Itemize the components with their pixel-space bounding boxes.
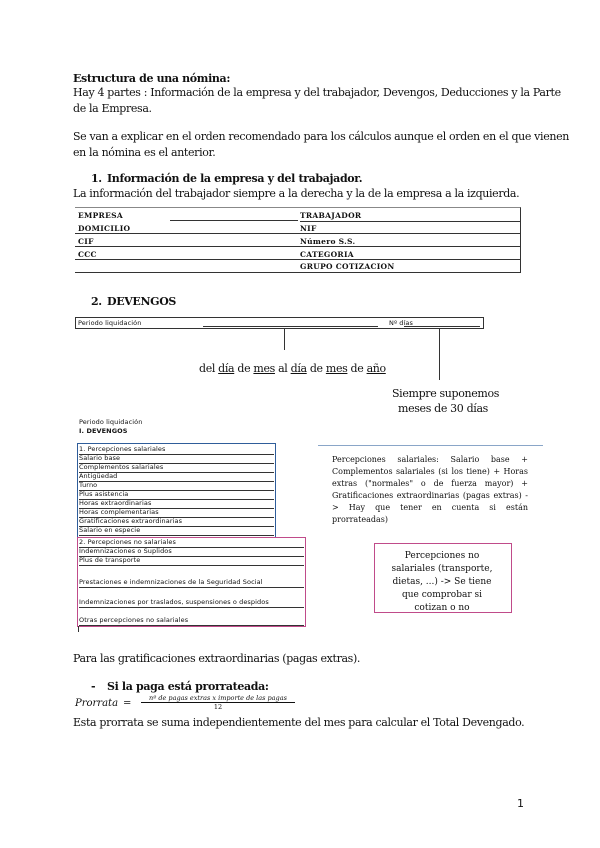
table-label-nif: NIF <box>300 224 317 233</box>
formula-left: Prorrata <box>75 698 119 709</box>
form-row-label: Salario en especie <box>79 526 141 534</box>
form-row-label: Horas extraordinarias <box>79 499 152 507</box>
form-section-header: 1. Percepciones salariales <box>79 445 274 455</box>
form-row-label: Horas complementarias <box>79 508 159 516</box>
table-label-nss: Número S.S. <box>300 237 356 246</box>
table-rule <box>75 233 520 234</box>
form-row-label: Complementos salariales <box>79 463 164 471</box>
date-part: al <box>274 362 291 375</box>
table-rule <box>75 246 520 247</box>
form-row-label: Indemnizaciones por traslados, suspensiones o despidos <box>79 598 269 606</box>
date-format-text <box>199 361 386 376</box>
section1-title: Información de la empresa y del trabajador. <box>107 172 363 185</box>
intro-line: Hay 4 partes : Información de la empresa y del trabajador, Devengos, Deducciones y la Parte <box>73 86 561 99</box>
date-part: del <box>199 362 219 375</box>
date-part: día <box>290 362 307 375</box>
note-line: cotizan o no <box>414 603 470 613</box>
formula-fraction <box>141 694 295 711</box>
table-rule <box>75 259 520 260</box>
table-label-grupo: GRUPO COTIZACION <box>300 262 395 271</box>
form-row-label: Indemnizaciones o Suplidos <box>79 547 172 555</box>
date-part: de <box>306 362 326 375</box>
section1-text: La información del trabajador siempre a la derecha y la de la empresa a la izquierda. <box>73 187 520 200</box>
form-row <box>79 587 304 608</box>
dias-underline <box>404 326 480 327</box>
note-salariales: Percepciones salariales: Salario base + Complementos salariales (si los tiene) + Horas extras ("normales" o de fuerza mayor) + Gratificaciones extraordinarias (pagas extras) -> Hay que tener en cuenta si están prorrateadas) <box>332 455 528 524</box>
form-row-label: Otras percepciones no salariales <box>79 616 189 624</box>
form-edge <box>78 626 79 632</box>
page-number: 1 <box>517 797 524 810</box>
date-part: mes <box>253 362 275 375</box>
table-label-cif: CIF <box>78 237 94 246</box>
note-no-salariales <box>380 550 504 615</box>
table-label-trabajador: TRABAJADOR <box>300 211 362 220</box>
date-part: día <box>218 362 235 375</box>
gratificaciones-intro: Para las gratificaciones extraordinarias (pagas extras). <box>73 652 361 665</box>
formula-denominator: 12 <box>213 703 223 711</box>
dias-label: Nº días <box>389 319 413 327</box>
note-line: salariales (transporte, <box>391 564 493 574</box>
table-label-empresa: EMPRESA <box>78 211 123 220</box>
note-30-days: meses de 30 días <box>398 402 488 415</box>
intro-line: Se van a explicar en el orden recomendado para los cálculos aunque el orden en el que vienen <box>73 130 570 143</box>
prorrata-subtitle: Si la paga está prorrateada: <box>107 680 269 693</box>
form-row <box>79 526 274 536</box>
formula-numerator: nº de pagas extras x importe de las pagas <box>141 694 295 703</box>
section2-title: DEVENGOS <box>107 295 177 308</box>
intro-line: en la nómina es el anterior. <box>73 146 216 159</box>
periodo-bar <box>75 317 484 329</box>
form-row-label: Turno <box>79 481 98 489</box>
form-row-label: Prestaciones e indemnizaciones de la Seguridad Social <box>79 578 263 586</box>
form-section-header: 2. Percepciones no salariales <box>79 538 304 548</box>
form-row-label: Salario base <box>79 454 121 462</box>
form-row <box>79 565 304 588</box>
table-label-ccc: CCC <box>78 250 97 259</box>
form-row-label: Gratificaciones extraordinarias <box>79 517 183 525</box>
section2-number: 2. <box>91 295 102 308</box>
intro-line: de la Empresa. <box>73 102 152 115</box>
date-part: año <box>366 362 386 375</box>
form-periodo: Periodo liquidación <box>79 418 143 426</box>
form-row-label: Plus de transporte <box>79 556 141 564</box>
section1-number: 1. <box>91 172 102 185</box>
date-part: mes <box>325 362 348 375</box>
note-line: dietas, ...) -> Se tiene <box>392 577 492 587</box>
form-row-label: Plus asistencia <box>79 490 129 498</box>
form-row-label: Antigüedad <box>79 472 118 480</box>
date-part: de <box>234 362 254 375</box>
table-rule <box>170 220 298 221</box>
table-label-domicilio: DOMICILIO <box>78 224 131 233</box>
form-row <box>79 607 304 626</box>
periodo-label: Periodo liquidación <box>78 319 142 327</box>
connector-line <box>439 328 440 380</box>
table-label-categoria: CATEGORIA <box>300 250 354 259</box>
date-part: de <box>347 362 367 375</box>
periodo-underline <box>203 326 378 327</box>
note-line: que comprobar si <box>401 590 482 600</box>
bullet: - <box>91 680 96 693</box>
table-rule <box>300 221 520 222</box>
connector-line <box>284 328 285 350</box>
prorrata-after: Esta prorrata se suma independientemente del mes para calcular el Total Devengado. <box>73 716 525 729</box>
note-line: Percepciones no <box>404 551 480 561</box>
empresa-trabajador-table <box>75 207 521 273</box>
note-divider <box>318 445 543 446</box>
intro-heading: Estructura de una nómina: <box>73 72 231 85</box>
note-30-days: Siempre suponemos <box>392 387 500 400</box>
form-devengos-title: I. DEVENGOS <box>79 427 128 435</box>
formula-eq: = <box>123 698 132 709</box>
